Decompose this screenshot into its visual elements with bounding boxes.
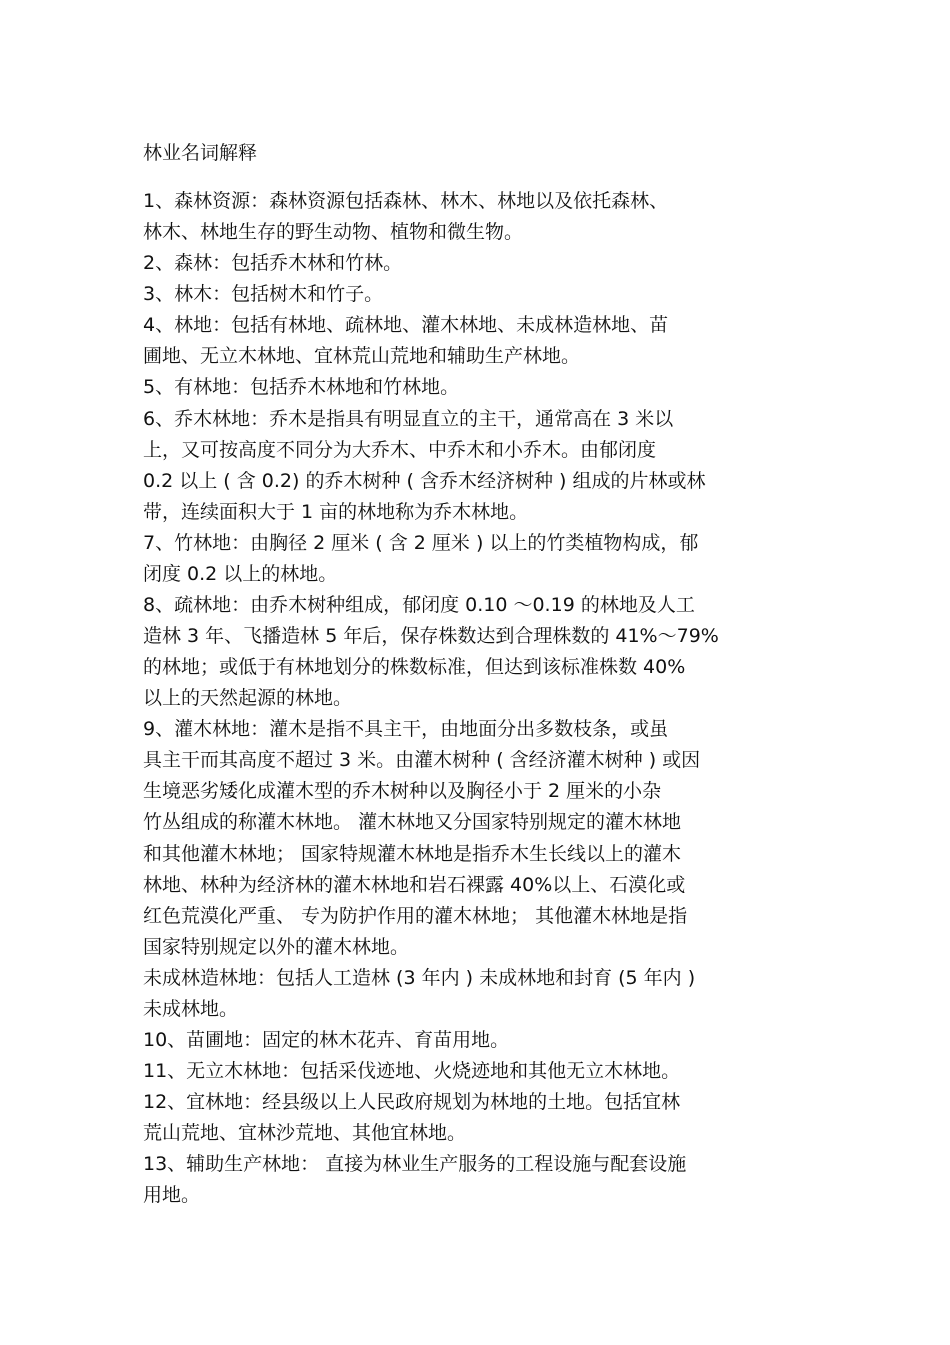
text-line: 具主干而其高度不超过 3 米。由灌木树种 ( 含经济灌木树种 ) 或因 (143, 749, 701, 772)
text-line: 8、疏林地：由乔木树种组成，郁闭度 0.10 ～0.19 的林地及人工 (143, 593, 695, 616)
text-line: 未成林造林地：包括人工造林 (3 年内 ) 未成林地和封育 (5 年内 ) (143, 966, 696, 989)
text-line: 13、辅助生产林地： 直接为林业生产服务的工程设施与配套设施 (143, 1153, 687, 1176)
text-line: 上，又可按高度不同分为大乔木、中乔木和小乔木。由郁闭度 (143, 438, 657, 461)
text-line: 11、无立木林地：包括采伐迹地、火烧迹地和其他无立木林地。 (143, 1060, 681, 1082)
text-line: 造林 3 年、飞播造林 5 年后，保存株数达到合理株数的 41%～79% (143, 625, 719, 647)
text-line: 生境恶劣矮化成灌木型的乔木树种以及胸径小于 2 厘米的小杂 (143, 780, 662, 803)
text-line: 圃地、无立木林地、宜林荒山荒地和辅助生产林地。 (143, 345, 581, 368)
text-line: 2、森林：包括乔木林和竹林。 (143, 252, 403, 275)
text-line: 荒山荒地、宜林沙荒地、其他宜林地。 (143, 1122, 467, 1145)
text-line: 10、苗圃地：固定的林木花卉、育苗用地。 (143, 1028, 510, 1051)
text-line: 红色荒漠化严重、 专为防护作用的灌木林地； 其他灌木林地是指 (143, 904, 688, 927)
text-line: 12、宜林地：经县级以上人民政府规划为林地的土地。包括宜林 (143, 1091, 681, 1113)
text-line: 7、竹林地：由胸径 2 厘米 ( 含 2 厘米 ) 以上的竹类植物构成，郁 (143, 531, 699, 554)
text-line: 未成林地。 (143, 997, 239, 1020)
text-line: 带，连续面积大于 1 亩的林地称为乔木林地。 (143, 500, 529, 523)
text-line: 国家特别规定以外的灌木林地。 (143, 935, 410, 958)
text-line: 和其他灌木林地； 国家特规灌木林地是指乔木生长线以上的灌木 (143, 842, 682, 865)
text-line: 1、森林资源：森林资源包括森林、林木、林地以及依托森林、 (143, 190, 669, 212)
text-line: 用地。 (143, 1184, 201, 1207)
text-line: 0.2 以上 ( 含 0.2) 的乔木树种 ( 含乔木经济树种 ) 组成的片林或林 (143, 469, 706, 492)
text-line: 5、有林地：包括乔木林地和竹林地。 (143, 376, 460, 399)
text-line: 林地、林种为经济林的灌木林地和岩石裸露 40%以上、石漠化或 (143, 873, 686, 896)
document-title: 林业名词解释 (143, 142, 258, 164)
text-line: 3、林木：包括树木和竹子。 (143, 283, 384, 306)
text-line: 4、林地：包括有林地、疏林地、灌木林地、未成林造林地、苗 (143, 314, 669, 337)
text-line: 9、灌木林地：灌木是指不具主干，由地面分出多数枝条，或虽 (143, 718, 669, 741)
text-line: 竹丛组成的称灌木林地。 灌木林地又分国家特别规定的灌木林地 (143, 811, 682, 834)
text-line: 闭度 0.2 以上的林地。 (143, 562, 338, 585)
text-line: 林木、林地生存的野生动物、植物和微生物。 (143, 221, 524, 244)
text-line: 的林地；或低于有林地划分的株数标准，但达到该标准株数 40% (143, 656, 686, 678)
text-line: 以上的天然起源的林地。 (143, 687, 353, 710)
text-line: 6、乔木林地：乔木是指具有明显直立的主干，通常高在 3 米以 (143, 407, 674, 430)
